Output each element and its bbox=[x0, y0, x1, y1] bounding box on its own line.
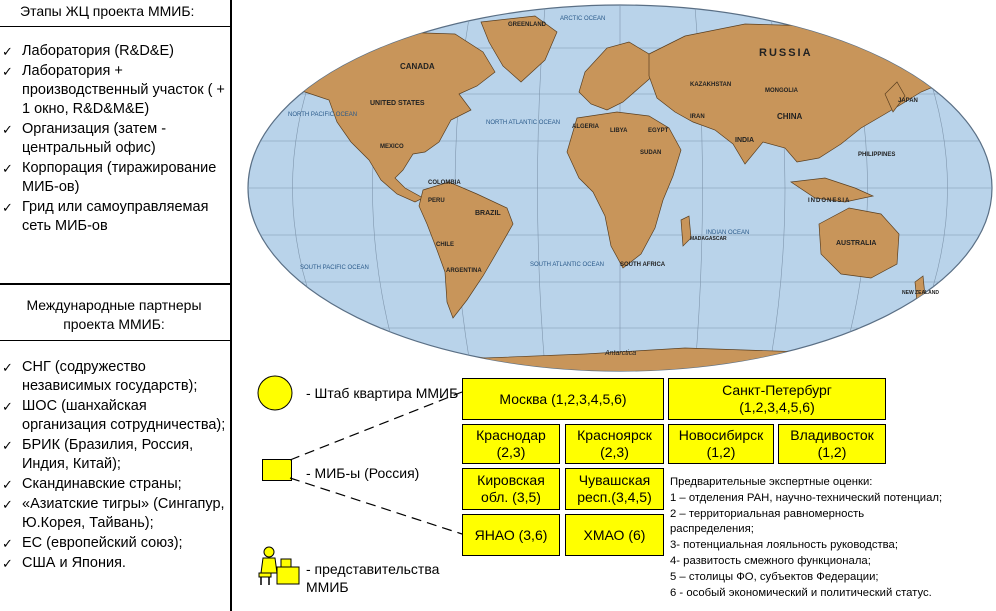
partner-item: ✓ США и Япония. bbox=[2, 555, 126, 571]
expert-notes bbox=[670, 475, 996, 601]
map-label-mexico: MEXICO bbox=[380, 144, 404, 150]
city-box-krasnodar: Краснодар (2,3) bbox=[462, 424, 560, 464]
stage-item: ✓ Грид или самоуправляемая сеть МИБ-ов bbox=[2, 199, 209, 234]
map-label-india: INDIA bbox=[735, 137, 755, 144]
mib-legend-text: - МИБ-ы (Россия) bbox=[306, 465, 420, 481]
city-box-yanao: ЯНАО (3,6) bbox=[462, 514, 560, 556]
stage-item: ✓ Лаборатория + производственный участок ( + 1 окно, R&D&M&E) bbox=[2, 63, 225, 117]
partner-item: ✓ ЕС (европейский союз); bbox=[2, 535, 183, 551]
map-label-australia: AUSTRALIA bbox=[836, 240, 877, 247]
map-label-mongolia: MONGOLIA bbox=[765, 88, 798, 94]
map-label-algeria: ALGERIA bbox=[572, 124, 599, 130]
check-icon: ✓ bbox=[2, 360, 13, 375]
check-icon: ✓ bbox=[2, 44, 13, 59]
check-icon: ✓ bbox=[2, 161, 13, 176]
map-label-russia: RUSSIA bbox=[759, 47, 813, 59]
ocean-label-n-pacific: NORTH PACIFIC OCEAN bbox=[288, 112, 358, 118]
map-label-us: UNITED STATES bbox=[370, 100, 425, 107]
partner-item: ✓ «Азиатские тигры» (Сингапур, Ю.Корея, Тайвань); bbox=[2, 496, 225, 531]
map-label-brazil: BRAZIL bbox=[475, 210, 501, 217]
map-label-sudan: SUDAN bbox=[640, 150, 662, 156]
city-box-chuvash: Чувашская респ.(3,4,5) bbox=[565, 468, 664, 510]
check-icon: ✓ bbox=[2, 556, 13, 571]
check-icon: ✓ bbox=[2, 399, 13, 414]
map-label-philippines: PHILIPPINES bbox=[858, 152, 896, 158]
map-label-peru: PERU bbox=[428, 198, 445, 204]
ocean-label-s-pacific: SOUTH PACIFIC OCEAN bbox=[300, 265, 369, 271]
check-icon: ✓ bbox=[2, 536, 13, 551]
check-icon: ✓ bbox=[2, 200, 13, 215]
map-label-chile: CHILE bbox=[436, 242, 454, 248]
ocean-label-arctic: ARCTIC OCEAN bbox=[560, 16, 606, 22]
map-label-indonesia: INDONESIA bbox=[808, 198, 851, 204]
map-label-antarctica: Antarctica bbox=[605, 350, 637, 357]
note-item: 4- развитость смежного функционала; bbox=[670, 554, 871, 567]
map-label-south-africa: SOUTH AFRICA bbox=[620, 262, 666, 268]
map-label-egypt: EGYPT bbox=[648, 128, 669, 134]
partner-item: ✓ ШОС (шанхайская организация сотрудничества); bbox=[2, 398, 226, 433]
map-label-iran: IRAN bbox=[690, 114, 705, 120]
map-label-colombia: COLOMBIA bbox=[428, 180, 461, 186]
city-box-spb: Санкт-Петербург (1,2,3,4,5,6) bbox=[668, 378, 886, 420]
check-icon: ✓ bbox=[2, 64, 13, 79]
map-label-libya: LIBYA bbox=[610, 128, 628, 134]
map-label-greenland: GREENLAND bbox=[508, 22, 547, 28]
map-label-canada: CANADA bbox=[400, 62, 435, 71]
stage-item: ✓ Лаборатория (R&D&E) bbox=[2, 43, 174, 59]
check-icon: ✓ bbox=[2, 497, 13, 512]
city-box-novosibirsk: Новосибирск (1,2) bbox=[668, 424, 774, 464]
map-label-japan: JAPAN bbox=[898, 98, 918, 104]
partner-item: ✓ СНГ (содружество независимых государств); bbox=[2, 359, 198, 394]
stage-item: ✓ Организация (затем - центральный офис) bbox=[2, 121, 167, 156]
ocean-label-indian: INDIAN OCEAN bbox=[706, 230, 750, 236]
note-item: 6 - особый экономический и политический статус. bbox=[670, 586, 932, 599]
stage-item: ✓ Корпорация (тиражирование МИБ-ов) bbox=[2, 160, 217, 195]
rep-legend-text: - представительства ММИБ bbox=[306, 561, 440, 595]
map-label-argentina: ARGENTINA bbox=[446, 268, 482, 274]
check-icon: ✓ bbox=[2, 477, 13, 492]
stages-title: Этапы ЖЦ проекта ММИБ: bbox=[20, 3, 195, 19]
map-label-china: CHINA bbox=[777, 112, 803, 121]
partner-item: ✓ Скандинавские страны; bbox=[2, 476, 182, 492]
map-label-madagascar: MADAGASCAR bbox=[690, 236, 727, 242]
note-item: 1 – отделения РАН, научно-технический потенциал; bbox=[670, 491, 943, 504]
city-box-moscow: Москва (1,2,3,4,5,6) bbox=[462, 378, 664, 420]
city-box-krasnoyarsk: Красноярск (2,3) bbox=[565, 424, 664, 464]
map-label-nz: NEW ZEALAND bbox=[902, 290, 939, 296]
city-box-hmao: ХМАО (6) bbox=[565, 514, 664, 556]
notes-title: Предварительные экспертные оценки: bbox=[670, 476, 873, 488]
city-box-vladivostok: Владивосток (1,2) bbox=[778, 424, 886, 464]
check-icon: ✓ bbox=[2, 438, 13, 453]
partners-title: Международные партнеры проекта ММИБ: bbox=[26, 297, 202, 332]
note-item: 5 – столицы ФО, субъектов Федерации; bbox=[670, 570, 879, 583]
note-item: 2 – территориальная равномерность распределения; bbox=[670, 507, 865, 536]
check-icon: ✓ bbox=[2, 122, 13, 137]
ocean-label-s-atlantic: SOUTH ATLANTIC OCEAN bbox=[530, 262, 604, 268]
city-box-kirov: Кировская обл. (3,5) bbox=[462, 468, 560, 510]
note-item: 3- потенциальная лояльность руководства; bbox=[670, 539, 898, 552]
map-label-kazakhstan: KAZAKHSTAN bbox=[690, 82, 732, 88]
ocean-label-n-atlantic: NORTH ATLANTIC OCEAN bbox=[486, 120, 561, 126]
partner-item: ✓ БРИК (Бразилия, Россия, Индия, Китай); bbox=[2, 437, 194, 472]
hq-legend-text: - Штаб квартира ММИБ bbox=[306, 385, 459, 401]
